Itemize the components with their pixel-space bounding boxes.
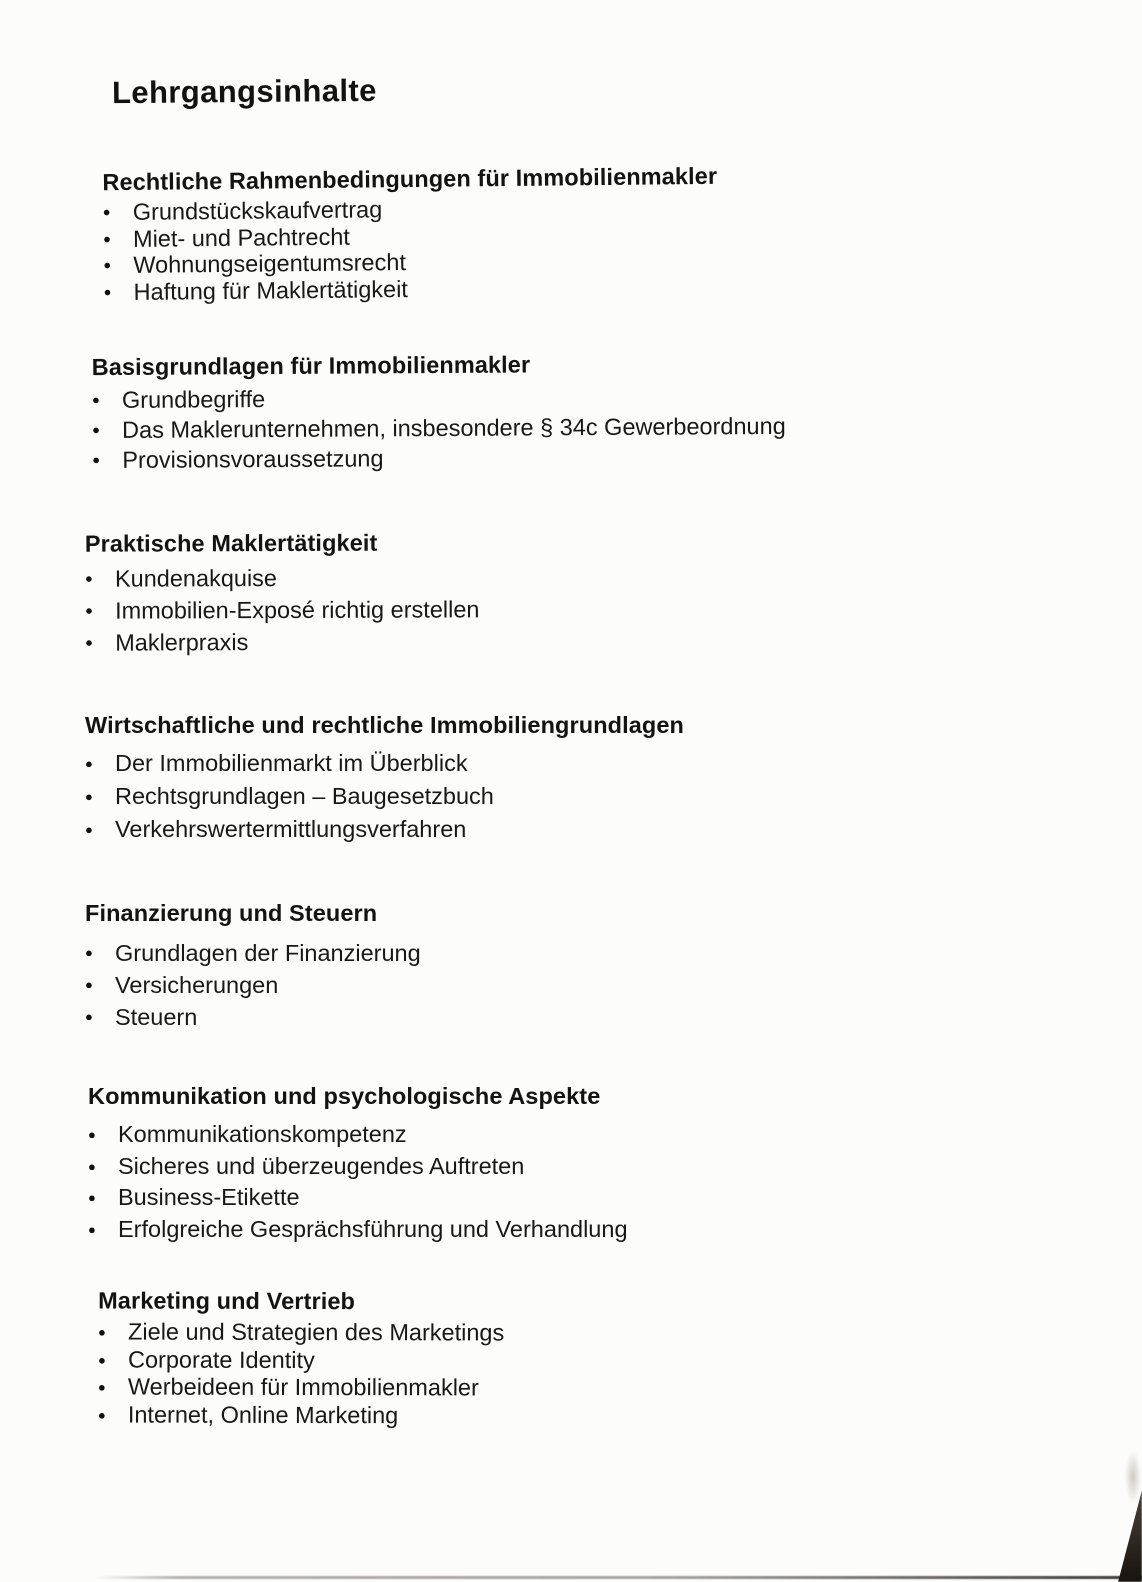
- list-item: [85, 593, 480, 626]
- list-item-text: Maklerpraxis: [115, 629, 249, 656]
- bullet-icon: ●: [88, 1158, 96, 1174]
- bullet-icon: ●: [103, 257, 112, 273]
- scan-smudge: [1125, 1450, 1141, 1504]
- list-item-text: Grundlagen der Finanzierung: [115, 940, 421, 966]
- list-item-text: Internet, Online Marketing: [127, 1401, 399, 1428]
- bullet-icon: ●: [103, 283, 112, 299]
- section-title: Finanzierung und Steuern: [85, 900, 378, 926]
- bullet-list: [88, 1119, 628, 1245]
- page-title: Lehrgangsinhalte: [111, 72, 377, 111]
- section-title: Kommunikation und psychologische Aspekte: [88, 1083, 601, 1109]
- list-item-text: Erfolgreiche Gesprächsführung und Verhandlung: [118, 1215, 628, 1242]
- bullet-icon: ●: [97, 1379, 106, 1395]
- bullet-list: [92, 381, 786, 475]
- bullet-icon: ●: [102, 230, 111, 246]
- scan-edge-line: [95, 1576, 1142, 1579]
- list-item-text: Grundstückskaufvertrag: [132, 196, 383, 225]
- section-title: Praktische Maklertätigkeit: [84, 529, 378, 557]
- bullet-icon: ●: [85, 945, 93, 960]
- bullet-icon: ●: [97, 1406, 106, 1422]
- list-item: [85, 969, 421, 1001]
- list-item: [85, 780, 684, 813]
- list-item: [85, 813, 684, 846]
- section-kommunikation-psychologie: [88, 1083, 628, 1245]
- list-item: [85, 561, 480, 594]
- bullet-icon: ●: [85, 822, 93, 837]
- bullet-icon: ●: [85, 756, 93, 771]
- list-item: [88, 1119, 628, 1151]
- section-marketing-vertrieb: [98, 1287, 505, 1429]
- bullet-icon: ●: [85, 634, 94, 650]
- list-item-text: Immobilien-Exposé richtig erstellen: [115, 596, 480, 624]
- list-item-text: Grundbegriffe: [121, 386, 266, 413]
- list-item: [88, 1214, 628, 1246]
- section-wirtschaftliche-grundlagen: [85, 712, 684, 846]
- list-item-text: Der Immobilienmarkt im Überblick: [115, 750, 468, 776]
- bullet-icon: ●: [84, 570, 93, 586]
- list-item-text: Kundenakquise: [114, 565, 278, 592]
- list-item-text: Miet- und Pachtrecht: [132, 223, 350, 252]
- bullet-icon: ●: [92, 452, 101, 468]
- bullet-icon: ●: [85, 1009, 93, 1024]
- section-title: Basisgrundlagen für Immobilienmakler: [91, 351, 531, 381]
- bullet-list: [98, 1318, 505, 1429]
- list-item-text: Provisionsvoraussetzung: [122, 445, 384, 473]
- list-item-text: Wohnungseigentumsrecht: [133, 249, 407, 278]
- list-item-text: Das Maklerunternehmen, insbesondere § 34c Gewerbeordnung: [122, 412, 786, 443]
- section-basisgrundlagen: [92, 350, 786, 475]
- bullet-icon: ●: [91, 392, 100, 408]
- list-item: [92, 441, 786, 475]
- list-item-text: Werbeideen für Immobilienmakler: [127, 1373, 479, 1401]
- bullet-icon: ●: [88, 1221, 96, 1237]
- bullet-list: [85, 747, 684, 846]
- bullet-icon: ●: [85, 789, 93, 804]
- list-item: [85, 625, 480, 658]
- section-praktische-maklertaetigkeit: [85, 529, 480, 658]
- bullet-icon: ●: [88, 1127, 96, 1142]
- list-item-text: Versicherungen: [115, 972, 279, 998]
- bullet-icon: ●: [98, 1324, 106, 1340]
- section-finanzierung-steuern: [85, 900, 421, 1033]
- list-item-text: Haftung für Maklertätigkeit: [133, 275, 409, 305]
- list-item: [88, 1151, 628, 1183]
- list-item-text: Ziele und Strategien des Marketings: [128, 1318, 505, 1346]
- section-title: Wirtschaftliche und rechtliche Immobiliengrundlagen: [85, 712, 684, 738]
- bullet-icon: ●: [85, 977, 93, 992]
- list-item: [103, 272, 718, 305]
- list-item-text: Sicheres und überzeugendes Auftreten: [118, 1152, 525, 1179]
- bullet-icon: ●: [85, 602, 93, 618]
- bullet-icon: ●: [88, 1190, 96, 1205]
- list-item: [98, 1373, 504, 1402]
- list-item: [85, 1001, 421, 1033]
- bullet-list: [85, 561, 480, 658]
- list-item-text: Rechtsgrundlagen – Baugesetzbuch: [115, 783, 494, 809]
- bullet-icon: ●: [97, 1351, 106, 1367]
- list-item-text: Corporate Identity: [127, 1346, 315, 1373]
- bullet-icon: ●: [102, 204, 111, 220]
- list-item: [98, 1318, 504, 1347]
- list-item-text: Kommunikationskompetenz: [118, 1121, 407, 1147]
- bullet-icon: ●: [92, 422, 101, 438]
- list-item: [88, 1182, 628, 1214]
- list-item-text: Verkehrswertermittlungsverfahren: [115, 816, 467, 842]
- list-item: [98, 1346, 504, 1375]
- section-rechtliche-rahmenbedingungen: [102, 163, 718, 305]
- bullet-list: [103, 193, 719, 305]
- list-item: [92, 411, 786, 445]
- list-item-text: Business-Etikette: [118, 1184, 300, 1210]
- list-item: [85, 747, 684, 780]
- list-item-text: Steuern: [115, 1004, 198, 1030]
- list-item: [85, 937, 421, 969]
- list-item: [98, 1401, 504, 1430]
- bullet-list: [85, 937, 421, 1033]
- section-title: Marketing und Vertrieb: [98, 1287, 356, 1315]
- section-title: Rechtliche Rahmenbedingungen für Immobilienmakler: [102, 162, 718, 196]
- list-item: [92, 381, 786, 415]
